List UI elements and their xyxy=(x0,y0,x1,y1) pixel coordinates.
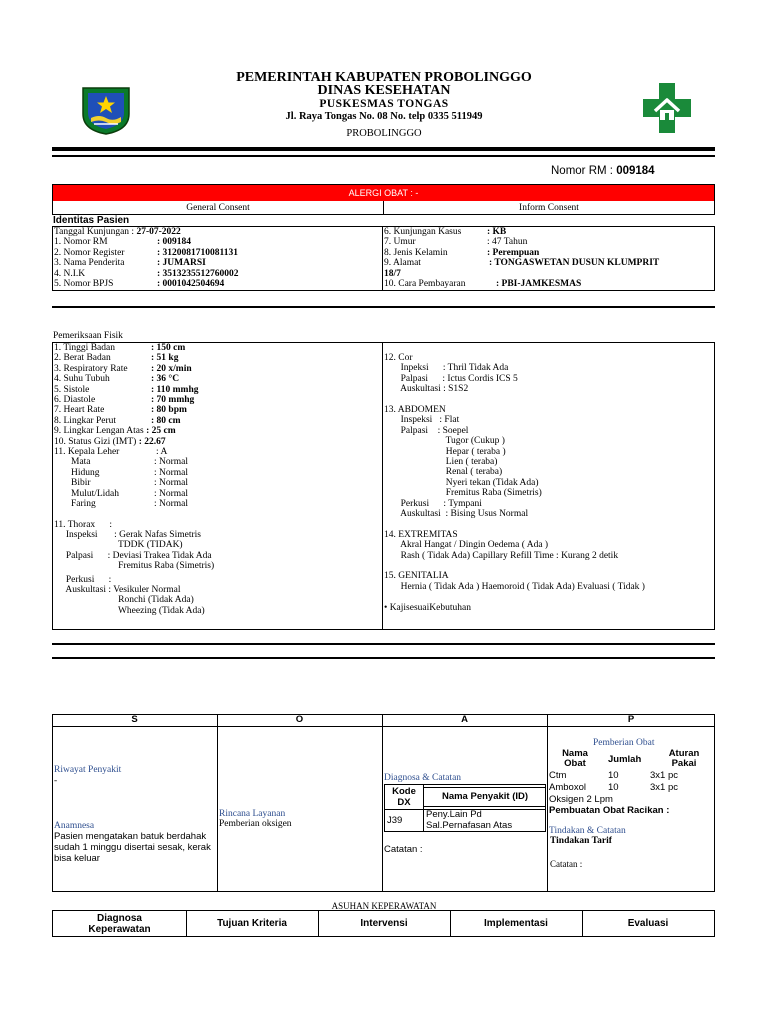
puskesmas-cross-icon xyxy=(641,81,693,135)
alergi-consent-box xyxy=(52,184,715,215)
exam-row: Nyeri tekan (Tidak Ada) xyxy=(384,477,539,488)
thorax-row: TDDK (TIDAK) xyxy=(54,540,183,551)
exam-row: 14. EXTREMITAS xyxy=(384,529,458,540)
thorax-row: Auskultasi : Vesikuler Normal xyxy=(54,584,181,595)
asuhan-col-tujuan: Tujuan Kriteria xyxy=(217,918,287,929)
identitas-row: 2. Nomor Register : 3120081710081131 xyxy=(54,247,239,258)
exam-row: Akral Hangat / Dingin Oedema ( Ada ) xyxy=(384,540,549,551)
exam-row: Perkusi : Tympani xyxy=(384,498,482,509)
exam-row: • KajisesuaiKebutuhan xyxy=(384,602,471,613)
obat-row-jumlah: 10 xyxy=(608,782,619,793)
exam-row: Palpasi : Soepel xyxy=(384,425,469,436)
soap-table xyxy=(52,714,715,892)
header-city: PROBOLINGGO xyxy=(346,128,422,139)
kepala-row: Faring : Normal xyxy=(71,499,189,510)
obat-row-jumlah: 10 xyxy=(608,770,619,781)
exam-row: Auskultasi : S1S2 xyxy=(384,384,469,395)
asuhan-col-diagnosa: Diagnosa Keperawatan xyxy=(88,913,151,935)
riwayat-value: - xyxy=(54,776,58,786)
vital-row: 7. Heart Rate : 80 bpm xyxy=(54,405,187,416)
exam-row: Hernia ( Tidak Ada ) Haemoroid ( Tidak Ada) Evaluasi ( Tidak ) xyxy=(384,581,645,592)
thorax-row: Ronchi (Tidak Ada) xyxy=(54,595,194,606)
pemeriksaan-title: Pemeriksaan Fisik xyxy=(53,331,123,341)
header-address: Jl. Raya Tongas No. 08 No. telp 0335 511949 xyxy=(285,111,483,122)
vital-row: 4. Suhu Tubuh : 36 °C xyxy=(54,374,180,385)
exam-row: 13. ABDOMEN xyxy=(384,405,446,416)
soap-divider-1 xyxy=(217,714,218,892)
exam-row: Rash ( Tidak Ada) Capillary Refill Time : Kurang 2 detik xyxy=(384,550,619,561)
kepala-row: Mulut/Lidah : Normal xyxy=(71,488,189,499)
nama-penyakit-header: Nama Penyakit (ID) xyxy=(441,791,529,802)
header-rule-thick xyxy=(52,147,715,151)
exam-row xyxy=(384,519,714,529)
diagnosa-label: Diagnosa & Catatan xyxy=(384,773,462,783)
asuhan-col-implementasi: Implementasi xyxy=(484,918,548,929)
section-rule-1 xyxy=(52,306,715,308)
vital-row: 11. Kepala Leher : A xyxy=(54,447,168,458)
obat-col-aturan: Aturan Pakai xyxy=(668,748,700,769)
identitas-row: 4. N.I.K : 3513235512760002 xyxy=(54,268,239,279)
soap-divider-3 xyxy=(547,714,548,892)
kode-dx-header: Kode DX xyxy=(392,786,416,808)
pemeriksaan-right xyxy=(384,353,714,613)
soap-header-a: A xyxy=(461,714,468,725)
pemeriksaan-left xyxy=(54,343,380,616)
identitas-divider xyxy=(382,227,383,290)
anamnesa-value: Pasien mengatakan batuk berdahak sudah 1 minggu disertai sesak, kerak bisa keluar xyxy=(54,831,211,864)
general-consent-label[interactable]: General Consent xyxy=(186,203,250,213)
diagnosa-table xyxy=(384,784,546,832)
identitas-row: 8. Jenis Kelamin : Perempuan xyxy=(384,247,540,258)
asuhan-title: ASUHAN KEPERAWATAN xyxy=(331,901,437,911)
exam-row: Auskultasi : Bising Usus Normal xyxy=(384,509,529,520)
exam-row: 12. Cor xyxy=(384,353,413,363)
kepala-row: Hidung : Normal xyxy=(71,467,189,478)
identitas-title: Identitas Pasien xyxy=(53,215,130,226)
tindakan-label: Tindakan & Catatan xyxy=(549,826,626,836)
oksigen-text: Oksigen 2 Lpm xyxy=(549,794,613,805)
soap-header-s: S xyxy=(131,714,138,725)
identitas-row: 1. Nomor RM : 009184 xyxy=(54,237,192,248)
kepala-row: Mata : Normal xyxy=(71,457,189,468)
obat-row-aturan: 3x1 pc xyxy=(650,770,678,781)
nomor-rm-label: Nomor RM : xyxy=(551,165,613,177)
vital-row: 6. Diastole : 70 mmhg xyxy=(54,395,195,406)
alergi-banner: ALERGI OBAT : - xyxy=(53,185,714,201)
obat-col-jumlah: Jumlah xyxy=(608,754,642,765)
vital-row: 2. Berat Badan : 51 kg xyxy=(54,353,179,364)
nomor-rm xyxy=(551,165,655,177)
soap-header-p: P xyxy=(627,714,635,725)
pemberian-obat-title: Pemberian Obat xyxy=(593,738,655,748)
soap-header-rule xyxy=(52,726,715,727)
exam-row: Lien ( teraba) xyxy=(384,457,498,468)
rincana-label: Rincana Layanan xyxy=(219,809,286,819)
thorax-row: Wheezing (Tidak Ada) xyxy=(54,605,205,616)
exam-row xyxy=(384,395,714,405)
exam-row: Tugor (Cukup ) xyxy=(384,436,505,447)
nomor-rm-value: 009184 xyxy=(616,165,655,177)
pemeriksaan-divider xyxy=(382,343,383,629)
thorax-row: Palpasi : Deviasi Trakea Tidak Ada xyxy=(54,550,212,561)
identitas-row: Tanggal Kunjungan : 27-07-2022 xyxy=(54,227,181,237)
soap-header-o: O xyxy=(295,714,304,725)
thorax-row: Inspeksi : Gerak Nafas Simetris xyxy=(54,529,201,540)
rincana-value: Pemberian oksigen xyxy=(219,819,292,829)
vital-row: 3. Respiratory Rate : 20 x/min xyxy=(54,363,192,374)
tindakan-tarif: Tindakan Tarif xyxy=(550,836,612,846)
exam-row: 15. GENITALIA xyxy=(384,571,449,582)
exam-row: Inpeksi : Thril Tidak Ada xyxy=(384,363,509,374)
soap-divider-2 xyxy=(382,714,383,892)
exam-row: Hepar ( teraba ) xyxy=(384,446,506,457)
diagnosa-catatan: Catatan : xyxy=(384,844,423,855)
obat-col-nama: Nama Obat xyxy=(562,748,588,769)
racikan-label: Pembuatan Obat Racikan : xyxy=(549,805,670,816)
section-rule-2 xyxy=(52,643,715,645)
anamnesa-label: Anamnesa xyxy=(54,821,95,831)
vital-row: 10. Status Gizi (IMT) : 22.67 xyxy=(54,436,166,447)
identitas-right xyxy=(384,227,714,289)
thorax-row: Fremitus Raba (Simetris) xyxy=(54,561,215,572)
asuhan-col-evaluasi: Evaluasi xyxy=(627,918,669,929)
identitas-row: 18/7 xyxy=(384,268,401,279)
identitas-row: 9. Alamat : TONGASWETAN DUSUN KLUMPRIT xyxy=(384,258,660,269)
vital-row: 8. Lingkar Perut : 80 cm xyxy=(54,415,181,426)
vital-row: 5. Sistole : 110 mmhg xyxy=(54,384,199,395)
exam-row: Palpasi : Ictus Cordis ICS 5 xyxy=(384,373,518,384)
exam-row: Renal ( teraba) xyxy=(384,467,503,478)
p-catatan: Catatan : xyxy=(550,859,583,869)
pemeriksaan-box xyxy=(52,342,715,630)
asuhan-col-intervensi: Intervensi xyxy=(360,918,408,929)
puskesmas-logo xyxy=(641,81,693,135)
obat-row-nama: Amboxol xyxy=(549,782,586,793)
identitas-row: 5. Nomor BPJS : 0001042504694 xyxy=(54,279,225,290)
identitas-left xyxy=(54,227,380,289)
inform-consent-label[interactable]: Inform Consent xyxy=(519,203,579,213)
header-line1: PEMERINTAH KABUPATEN PROBOLINGGO xyxy=(236,70,532,85)
vital-row: 1. Tinggi Badan : 150 cm xyxy=(54,343,186,353)
identitas-row: 10. Cara Pembayaran : PBI-JAMKESMAS xyxy=(384,279,582,290)
thorax-row: Perkusi : xyxy=(54,574,112,585)
kode-dx-value: J39 xyxy=(387,815,403,826)
identitas-row: 7. Umur : 47 Tahun xyxy=(384,237,528,248)
vital-row: 9. Lingkar Lengan Atas : 25 cm xyxy=(54,426,176,437)
exam-row xyxy=(384,561,714,571)
kepala-row: Bibir : Normal xyxy=(71,478,189,489)
nama-penyakit-value: Peny.Lain Pd Sal.Pernafasan Atas xyxy=(426,809,513,831)
identitas-box xyxy=(52,226,715,291)
riwayat-label: Riwayat Penyakit xyxy=(54,765,122,775)
obat-row-aturan: 3x1 pc xyxy=(650,782,678,793)
obat-row-nama: Ctm xyxy=(549,770,567,781)
exam-row: Fremitus Raba (Simetris) xyxy=(384,488,542,499)
identitas-row: 6. Kunjungan Kasus : KB xyxy=(384,227,507,237)
exam-row xyxy=(384,592,714,602)
exam-row: Inspeksi : Flat xyxy=(384,415,460,426)
section-rule-3 xyxy=(52,657,715,659)
header-line2: DINAS KESEHATAN xyxy=(317,83,451,98)
header-rule-thin xyxy=(52,155,715,157)
thorax-row: 11. Thorax : xyxy=(54,519,113,530)
asuhan-table xyxy=(52,910,715,937)
identitas-row: 3. Nama Penderita : JUMARSI xyxy=(54,258,206,269)
header-line3: PUSKESMAS TONGAS xyxy=(319,98,449,110)
